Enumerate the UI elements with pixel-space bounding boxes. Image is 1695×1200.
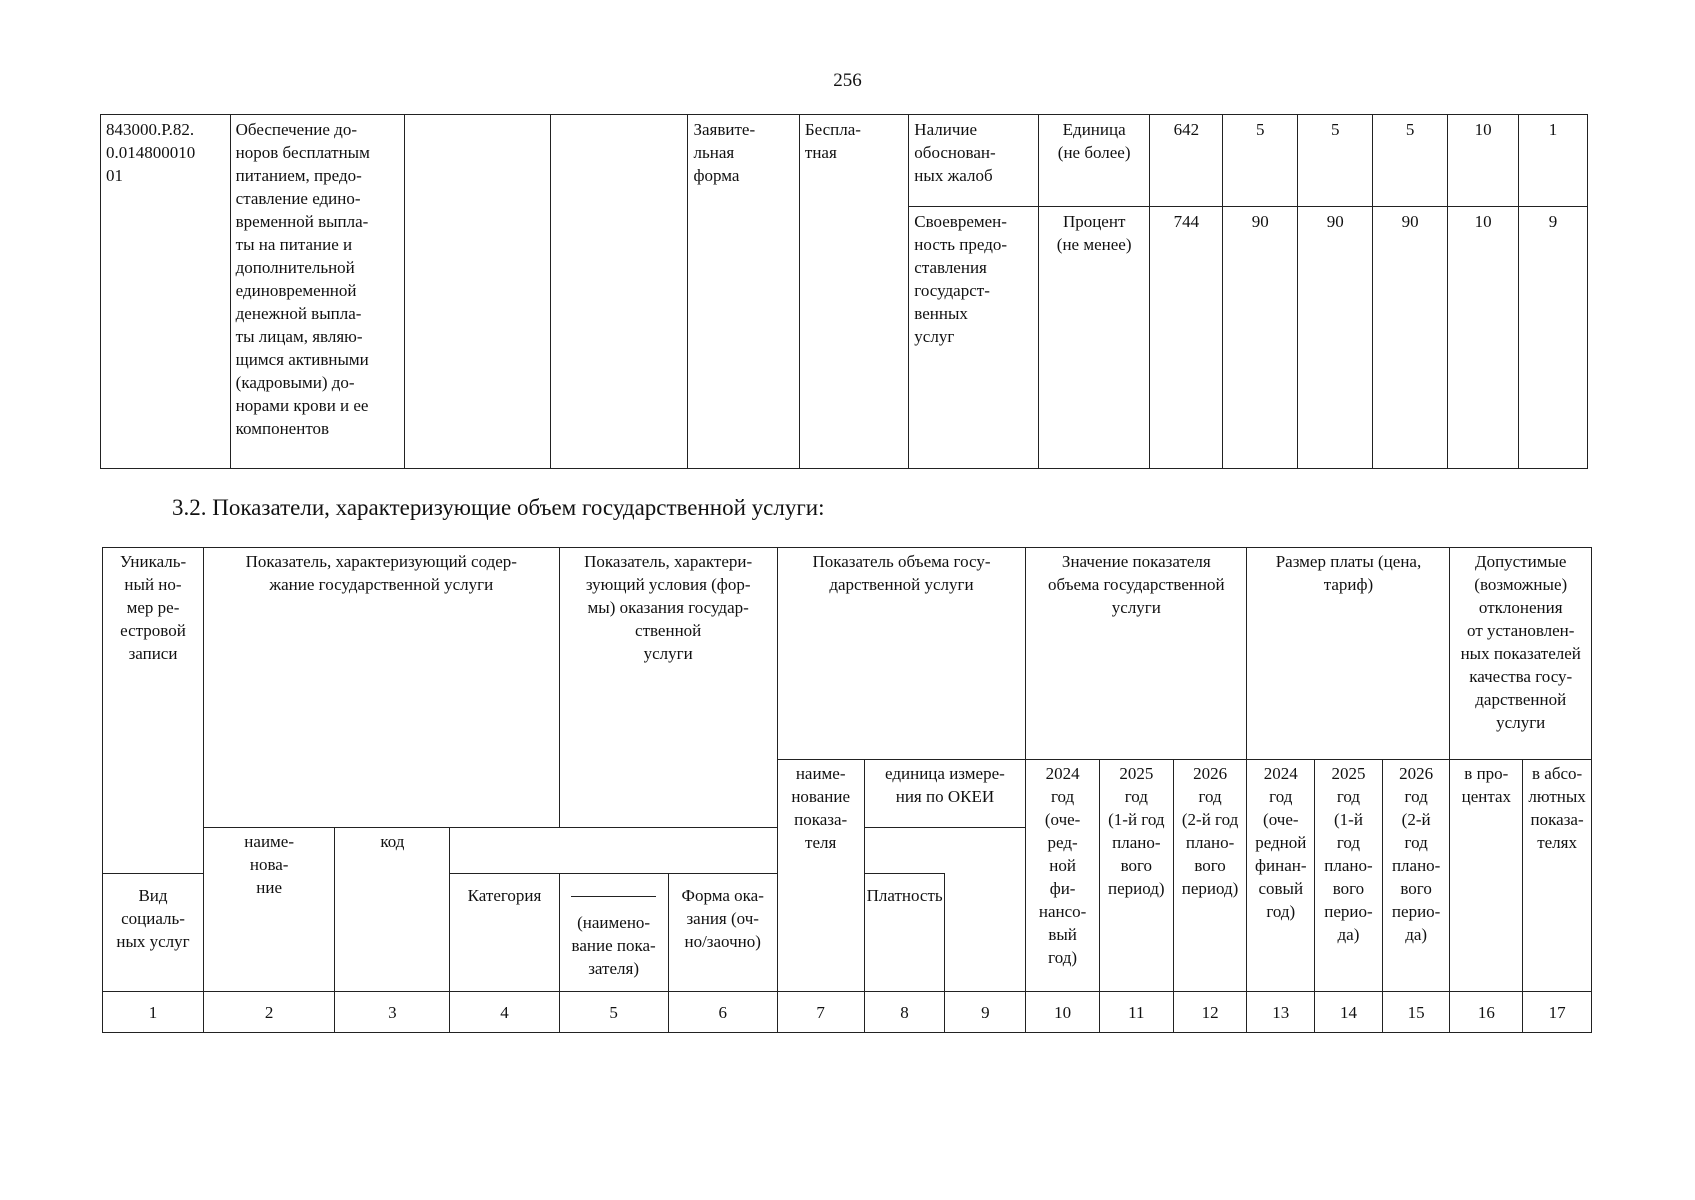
header-deviation-absolute: в абсо- лютных показа- телях bbox=[1523, 760, 1592, 992]
deviation-percent: 10 bbox=[1448, 207, 1519, 469]
column-number: 4 bbox=[450, 992, 559, 1033]
page-number: 256 bbox=[833, 70, 862, 91]
header-indicator-value: Значение показателя объема государственной услуги bbox=[1026, 548, 1247, 760]
header-value-2026: 2026 год (2-й год плано- вого период) bbox=[1173, 760, 1247, 992]
column-number: 3 bbox=[335, 992, 450, 1033]
column-number: 6 bbox=[668, 992, 777, 1033]
volume-indicators-table bbox=[102, 547, 1592, 1033]
indicator-name: Наличие обоснован- ных жалоб bbox=[909, 115, 1039, 207]
value-2025: 90 bbox=[1298, 207, 1373, 469]
column-number: 8 bbox=[864, 992, 945, 1033]
column-numbers-row bbox=[103, 992, 1592, 1033]
okei-code: 744 bbox=[1150, 207, 1223, 469]
header-okei-name: наиме- нова- ние bbox=[204, 828, 335, 992]
column-number: 10 bbox=[1026, 992, 1100, 1033]
header-price: Размер платы (цена, тариф) bbox=[1247, 548, 1450, 760]
header-service-type: Вид социаль- ных услуг bbox=[103, 874, 204, 992]
column-number: 12 bbox=[1173, 992, 1247, 1033]
service-form: Заявите- льная форма bbox=[688, 115, 799, 469]
deviation-absolute: 1 bbox=[1519, 115, 1588, 207]
header-conditions-indicator: Показатель, характери- зующий условия (фор- мы) оказания государ- ственной услуги bbox=[559, 548, 777, 828]
blank-line bbox=[571, 884, 656, 897]
service-payment: Беспла- тная bbox=[799, 115, 908, 469]
column-number: 9 bbox=[945, 992, 1026, 1033]
column-number: 2 bbox=[204, 992, 335, 1033]
empty-cell bbox=[404, 115, 550, 469]
header-unique-number: Уникаль- ный но- мер ре- естровой записи bbox=[103, 548, 204, 874]
header-value-2024: 2024 год (оче- ред- ной фи- нансо- вый год) bbox=[1026, 760, 1100, 992]
header-value-2025: 2025 год (1-й год плано- вого период) bbox=[1099, 760, 1173, 992]
value-2026: 90 bbox=[1373, 207, 1448, 469]
header-blank-indicator: (наимено- вание пока- зателя) bbox=[559, 874, 668, 992]
header-service-form: Форма ока- зания (оч- но/заочно) bbox=[668, 874, 777, 992]
value-2026: 5 bbox=[1373, 115, 1448, 207]
indicator-name: Своевремен- ность предо- ставления государст- венных услуг bbox=[909, 207, 1039, 469]
deviation-percent: 10 bbox=[1448, 115, 1519, 207]
header-price-2025: 2025 год (1-й год плано- вого перио- да) bbox=[1315, 760, 1383, 992]
header-deviation-percent: в про- центах bbox=[1450, 760, 1523, 992]
service-content: Обеспечение до- норов бесплатным питанием, предо- ставление едино- временной выпла- ты на питание и дополнительной единовременной денежной выпла- ты лицам, являю- щимся активными (кадровыми) до- норами крови и ее компонентов bbox=[230, 115, 404, 469]
header-indicator-name: наиме- нование показа- теля bbox=[777, 760, 864, 992]
column-number: 11 bbox=[1099, 992, 1173, 1033]
quality-indicators-table bbox=[100, 114, 1588, 469]
column-number: 17 bbox=[1523, 992, 1592, 1033]
column-number: 13 bbox=[1247, 992, 1315, 1033]
header-price-2024: 2024 год (оче- редной финан- совый год) bbox=[1247, 760, 1315, 992]
value-2024: 90 bbox=[1223, 207, 1298, 469]
column-number: 16 bbox=[1450, 992, 1523, 1033]
header-volume-indicator: Показатель объема госу- дарственной услуги bbox=[777, 548, 1025, 760]
column-number: 14 bbox=[1315, 992, 1383, 1033]
column-number: 15 bbox=[1382, 992, 1450, 1033]
indicator-unit: Единица (не более) bbox=[1038, 115, 1149, 207]
header-content-indicator: Показатель, характеризующий содер- жание государственной услуги bbox=[204, 548, 560, 828]
empty-cell bbox=[550, 115, 688, 469]
column-number: 7 bbox=[777, 992, 864, 1033]
header-payment: Платность bbox=[864, 874, 945, 992]
header-category: Категория bbox=[450, 874, 559, 992]
okei-code: 642 bbox=[1150, 115, 1223, 207]
header-price-2026: 2026 год (2-й год плано- вого перио- да) bbox=[1382, 760, 1450, 992]
indicator-unit: Процент (не менее) bbox=[1038, 207, 1149, 469]
value-2025: 5 bbox=[1298, 115, 1373, 207]
header-okei-unit: единица измере- ния по ОКЕИ bbox=[864, 760, 1026, 828]
value-2024: 5 bbox=[1223, 115, 1298, 207]
header-deviation: Допустимые (возможные) отклонения от установлен- ных показателей качества госу- дарственной услуги bbox=[1450, 548, 1592, 760]
section-heading: 3.2. Показатели, характеризующие объем государственной услуги: bbox=[172, 495, 825, 520]
header-okei-code: код bbox=[335, 828, 450, 992]
registry-code: 843000.Р.82. 0.014800010 01 bbox=[101, 115, 231, 469]
column-number: 1 bbox=[103, 992, 204, 1033]
deviation-absolute: 9 bbox=[1519, 207, 1588, 469]
column-number: 5 bbox=[559, 992, 668, 1033]
